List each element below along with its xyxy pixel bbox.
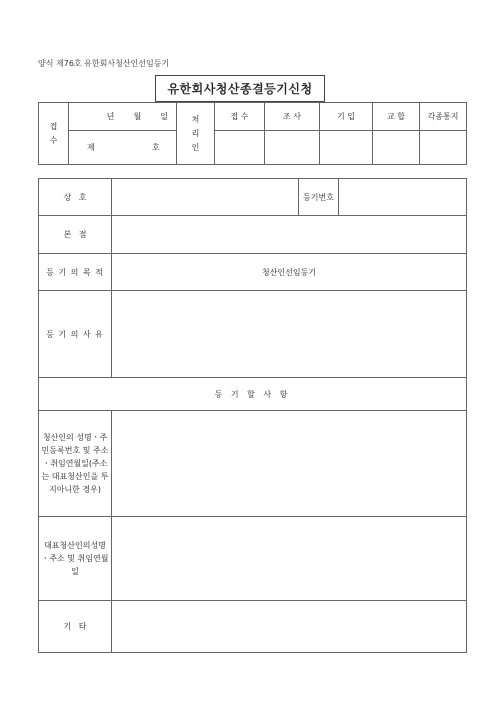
header-notice: 각종통지 — [420, 103, 467, 131]
handler-label-2: 리 — [191, 128, 200, 138]
number-suffix: 호 — [151, 143, 160, 152]
other-field[interactable] — [112, 601, 467, 653]
entry-stamp-box[interactable] — [320, 131, 373, 165]
header-receipt: 접 수 — [215, 103, 265, 131]
head-office-field[interactable] — [112, 216, 467, 254]
other-label: 기 타 — [39, 601, 112, 653]
receipt-label-1: 접 — [49, 121, 58, 131]
investigation-stamp-box[interactable] — [265, 131, 320, 165]
proofread-stamp-box[interactable] — [373, 131, 420, 165]
reception-table — [38, 102, 467, 165]
registration-number-field[interactable] — [339, 179, 467, 216]
handler-label-1: 처 — [191, 114, 200, 124]
representative-info-label: 대표청산인의성명ㆍ주소 및 취임연월일 — [39, 517, 112, 601]
header-investigation: 조 사 — [265, 103, 320, 131]
representative-info-field[interactable] — [112, 517, 467, 601]
day-label: 일 — [160, 112, 168, 121]
trade-name-field[interactable] — [112, 179, 299, 216]
application-table — [38, 178, 467, 653]
number-prefix: 제 — [87, 143, 95, 152]
items-header: 등 기 할 사 항 — [39, 378, 467, 411]
notice-stamp-box[interactable] — [420, 131, 467, 165]
form-code: 양식 제76호 유한회사청산인선임등기 — [38, 59, 170, 68]
page-title: 유한회사청산종결등기신청 — [155, 75, 325, 102]
handler-cell — [177, 103, 215, 165]
header-entry: 기 입 — [320, 103, 373, 131]
header-proofread: 교 합 — [373, 103, 420, 131]
cause-label: 등 기 의 사 유 — [39, 291, 112, 378]
month-label: 월 — [133, 112, 142, 121]
liquidator-info-label: 청산인의 성명ㆍ주민등록번호 및 주소ㆍ취임연월일(주소는 대표청산인을 투지아니한 경우) — [39, 411, 112, 517]
trade-name-label: 상 호 — [39, 179, 112, 216]
purpose-label: 등 기 의 목 적 — [39, 254, 112, 291]
year-label: 년 — [106, 112, 115, 121]
handler-label-3: 인 — [191, 142, 200, 152]
purpose-value: 청산인선임등기 — [112, 254, 467, 291]
receipt-label-cell — [39, 103, 69, 165]
registration-number-label: 등기번호 — [299, 179, 339, 216]
head-office-label: 본 점 — [39, 216, 112, 254]
receipt-number-cell — [69, 131, 177, 165]
receipt-stamp-box[interactable] — [215, 131, 265, 165]
receipt-date-cell — [69, 103, 177, 131]
liquidator-info-field[interactable] — [112, 411, 467, 517]
cause-field[interactable] — [112, 291, 467, 378]
receipt-label-2: 수 — [49, 135, 58, 145]
